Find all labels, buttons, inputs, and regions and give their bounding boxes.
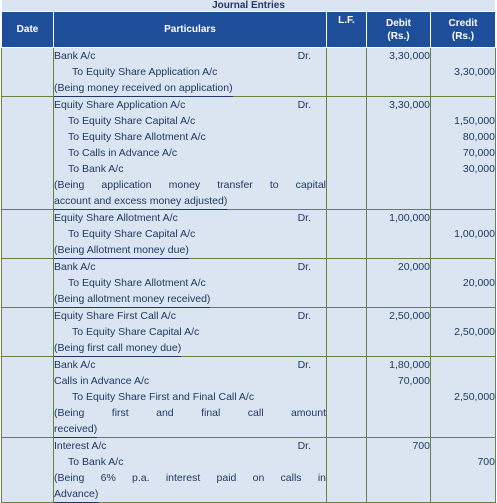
particulars-text: To Equity Share Allotment A/c <box>68 131 206 143</box>
credit-amount <box>431 210 495 226</box>
entry-date-cell <box>2 438 54 503</box>
credit-amount <box>431 291 495 307</box>
debit-amount: 70,000 <box>397 375 430 387</box>
entry-lf-cell <box>327 259 367 308</box>
credit-amount: 70,000 <box>462 147 495 159</box>
entry-credit-cell <box>431 97 496 210</box>
credit-amount: 80,000 <box>462 131 495 143</box>
credit-amount <box>431 438 495 454</box>
journal-entry-row <box>2 48 496 97</box>
credit-amount <box>431 405 495 421</box>
particulars-text: Equity Share Allotment A/c <box>54 212 178 224</box>
debit-amount <box>367 161 430 177</box>
entry-date-cell <box>2 97 54 210</box>
narration-line <box>54 486 326 502</box>
debit-amount: 3,30,000 <box>389 50 430 62</box>
entry-credit-cell <box>431 259 496 308</box>
entry-lf-cell <box>327 438 367 503</box>
narration-line <box>54 177 326 193</box>
journal-entry-row <box>2 438 496 503</box>
particulars-text: To Equity Share Capital A/c <box>72 326 200 338</box>
particulars-line <box>54 259 326 275</box>
debit-amount: 700 <box>412 440 430 452</box>
particulars-line <box>54 373 326 389</box>
credit-amount <box>431 80 495 96</box>
debit-amount <box>367 80 430 96</box>
narration-line <box>54 193 326 209</box>
entry-credit-cell <box>431 357 496 438</box>
debit-amount <box>367 64 430 80</box>
particulars-line <box>54 275 326 291</box>
particulars-line <box>54 64 326 80</box>
particulars-text: Bank A/c <box>54 359 96 371</box>
header-lf: L.F. <box>327 12 367 48</box>
particulars-text: Equity Share Application A/c <box>54 99 186 111</box>
narration-line <box>54 80 326 96</box>
entry-particulars-cell <box>54 308 327 357</box>
entry-credit-cell <box>431 308 496 357</box>
particulars-line <box>54 357 326 373</box>
entry-particulars-cell <box>54 259 327 308</box>
particulars-text: To Equity Share Allotment A/c <box>68 277 206 289</box>
journal-body <box>2 48 496 503</box>
particulars-text: Advance) <box>54 487 98 503</box>
credit-amount: 3,30,000 <box>454 66 495 78</box>
particulars-text: To Equity Share Application A/c <box>72 66 218 78</box>
particulars-line <box>54 438 326 454</box>
entry-debit-cell <box>367 357 431 438</box>
credit-amount <box>431 486 495 502</box>
header-particulars: Particulars <box>54 12 327 48</box>
credit-amount <box>431 97 495 113</box>
entry-date-cell <box>2 210 54 259</box>
entry-lf-cell <box>327 48 367 97</box>
entry-date-cell <box>2 308 54 357</box>
entry-credit-cell <box>431 438 496 503</box>
narration-line <box>54 242 326 258</box>
particulars-text: To Equity Share Capital A/c <box>68 228 196 240</box>
particulars-text: account and excess money adjusted) <box>54 194 227 210</box>
debit-amount <box>367 454 430 470</box>
credit-amount <box>431 242 495 258</box>
credit-amount: 1,00,000 <box>454 228 495 240</box>
credit-amount <box>431 373 495 389</box>
credit-amount <box>431 259 495 275</box>
entry-particulars-cell <box>54 357 327 438</box>
entry-date-cell <box>2 259 54 308</box>
particulars-text: Calls in Advance A/c <box>54 375 150 387</box>
credit-amount: 30,000 <box>462 163 495 175</box>
narration-line <box>54 291 326 307</box>
journal-entry-row <box>2 259 496 308</box>
credit-amount: 20,000 <box>462 277 495 289</box>
particulars-line <box>54 48 326 64</box>
debit-amount <box>367 470 430 486</box>
particulars-text: To Calls in Advance A/c <box>68 147 178 159</box>
header-credit-unit: (Rs.) <box>451 30 475 42</box>
credit-amount <box>431 470 495 486</box>
debit-amount <box>367 291 430 307</box>
entry-date-cell <box>2 357 54 438</box>
particulars-text: (Being first and final call amount <box>54 407 326 419</box>
particulars-line <box>54 308 326 324</box>
particulars-text: (Being allotment money received) <box>54 292 210 308</box>
entry-credit-cell <box>431 48 496 97</box>
particulars-text: To Bank A/c <box>68 163 124 175</box>
entry-particulars-cell <box>54 48 327 97</box>
entry-lf-cell <box>327 357 367 438</box>
entry-credit-cell <box>431 210 496 259</box>
debit-amount: 2,50,000 <box>389 310 430 322</box>
journal-table <box>1 11 496 503</box>
debit-amount: 20,000 <box>397 261 430 273</box>
particulars-line <box>54 113 326 129</box>
credit-amount: 2,50,000 <box>454 326 495 338</box>
particulars-text: Equity Share First Call A/c <box>54 310 176 322</box>
debit-marker: Dr. <box>297 212 311 224</box>
journal-title: Journal Entries <box>2 0 495 11</box>
particulars-text: To Equity Share First and Final Call A/c <box>72 391 255 403</box>
entry-debit-cell <box>367 308 431 357</box>
entry-debit-cell <box>367 438 431 503</box>
particulars-text: (Being Allotment money due) <box>54 243 189 259</box>
particulars-line <box>54 324 326 340</box>
entry-debit-cell <box>367 210 431 259</box>
header-credit <box>431 12 496 48</box>
entry-particulars-cell <box>54 97 327 210</box>
particulars-line <box>54 210 326 226</box>
debit-marker: Dr. <box>297 359 311 371</box>
header-credit-label: Credit <box>448 17 478 29</box>
particulars-text: Interest A/c <box>54 440 107 452</box>
journal-entry-row <box>2 97 496 210</box>
debit-marker: Dr. <box>297 440 311 452</box>
particulars-text: (Being first call money due) <box>54 341 181 357</box>
entry-debit-cell <box>367 48 431 97</box>
debit-amount <box>367 486 430 502</box>
journal-entry-row <box>2 357 496 438</box>
particulars-text: (Being money received on application) <box>54 81 233 97</box>
credit-amount <box>431 421 495 437</box>
entry-debit-cell <box>367 259 431 308</box>
debit-amount <box>367 421 430 437</box>
debit-amount <box>367 324 430 340</box>
narration-line <box>54 470 326 486</box>
debit-amount <box>367 193 430 209</box>
header-debit <box>367 12 431 48</box>
entry-particulars-cell <box>54 210 327 259</box>
particulars-line <box>54 389 326 405</box>
entry-particulars-cell <box>54 438 327 503</box>
debit-amount <box>367 340 430 356</box>
debit-marker: Dr. <box>297 261 311 273</box>
debit-amount: 1,80,000 <box>389 359 430 371</box>
particulars-line <box>54 129 326 145</box>
particulars-line <box>54 145 326 161</box>
particulars-line <box>54 97 326 113</box>
debit-marker: Dr. <box>297 99 311 111</box>
debit-amount <box>367 405 430 421</box>
particulars-text: (Being 6% p.a. interest paid on calls in <box>54 472 326 484</box>
debit-amount <box>367 145 430 161</box>
narration-line <box>54 340 326 356</box>
debit-amount <box>367 129 430 145</box>
particulars-text: To Bank A/c <box>68 456 124 468</box>
particulars-text: received) <box>54 422 97 438</box>
entry-lf-cell <box>327 210 367 259</box>
particulars-line <box>54 454 326 470</box>
particulars-text: To Equity Share Capital A/c <box>68 115 196 127</box>
credit-amount <box>431 48 495 64</box>
entry-lf-cell <box>327 308 367 357</box>
debit-marker: Dr. <box>297 50 311 62</box>
journal-header <box>2 12 496 48</box>
header-debit-label: Debit <box>386 17 411 29</box>
credit-amount <box>431 193 495 209</box>
debit-amount <box>367 226 430 242</box>
entry-date-cell <box>2 48 54 97</box>
particulars-line <box>54 226 326 242</box>
debit-amount <box>367 275 430 291</box>
credit-amount <box>431 357 495 373</box>
entry-debit-cell <box>367 97 431 210</box>
credit-amount <box>431 177 495 193</box>
particulars-line <box>54 161 326 177</box>
debit-amount <box>367 113 430 129</box>
debit-marker: Dr. <box>297 310 311 322</box>
credit-amount: 1,50,000 <box>454 115 495 127</box>
debit-amount <box>367 389 430 405</box>
credit-amount <box>431 340 495 356</box>
particulars-text: (Being application money transfer to capital <box>54 179 326 191</box>
debit-amount: 3,30,000 <box>389 99 430 111</box>
debit-amount: 1,00,000 <box>389 212 430 224</box>
header-debit-unit: (Rs.) <box>387 30 410 42</box>
credit-amount: 700 <box>477 456 495 468</box>
narration-line <box>54 421 326 437</box>
entry-lf-cell <box>327 97 367 210</box>
debit-amount <box>367 177 430 193</box>
particulars-text: Bank A/c <box>54 261 96 273</box>
narration-line <box>54 405 326 421</box>
header-date: Date <box>2 12 54 48</box>
journal-entry-row <box>2 308 496 357</box>
credit-amount: 2,50,000 <box>454 391 495 403</box>
particulars-text: Bank A/c <box>54 50 96 62</box>
credit-amount <box>431 308 495 324</box>
debit-amount <box>367 242 430 258</box>
journal-entry-row <box>2 210 496 259</box>
